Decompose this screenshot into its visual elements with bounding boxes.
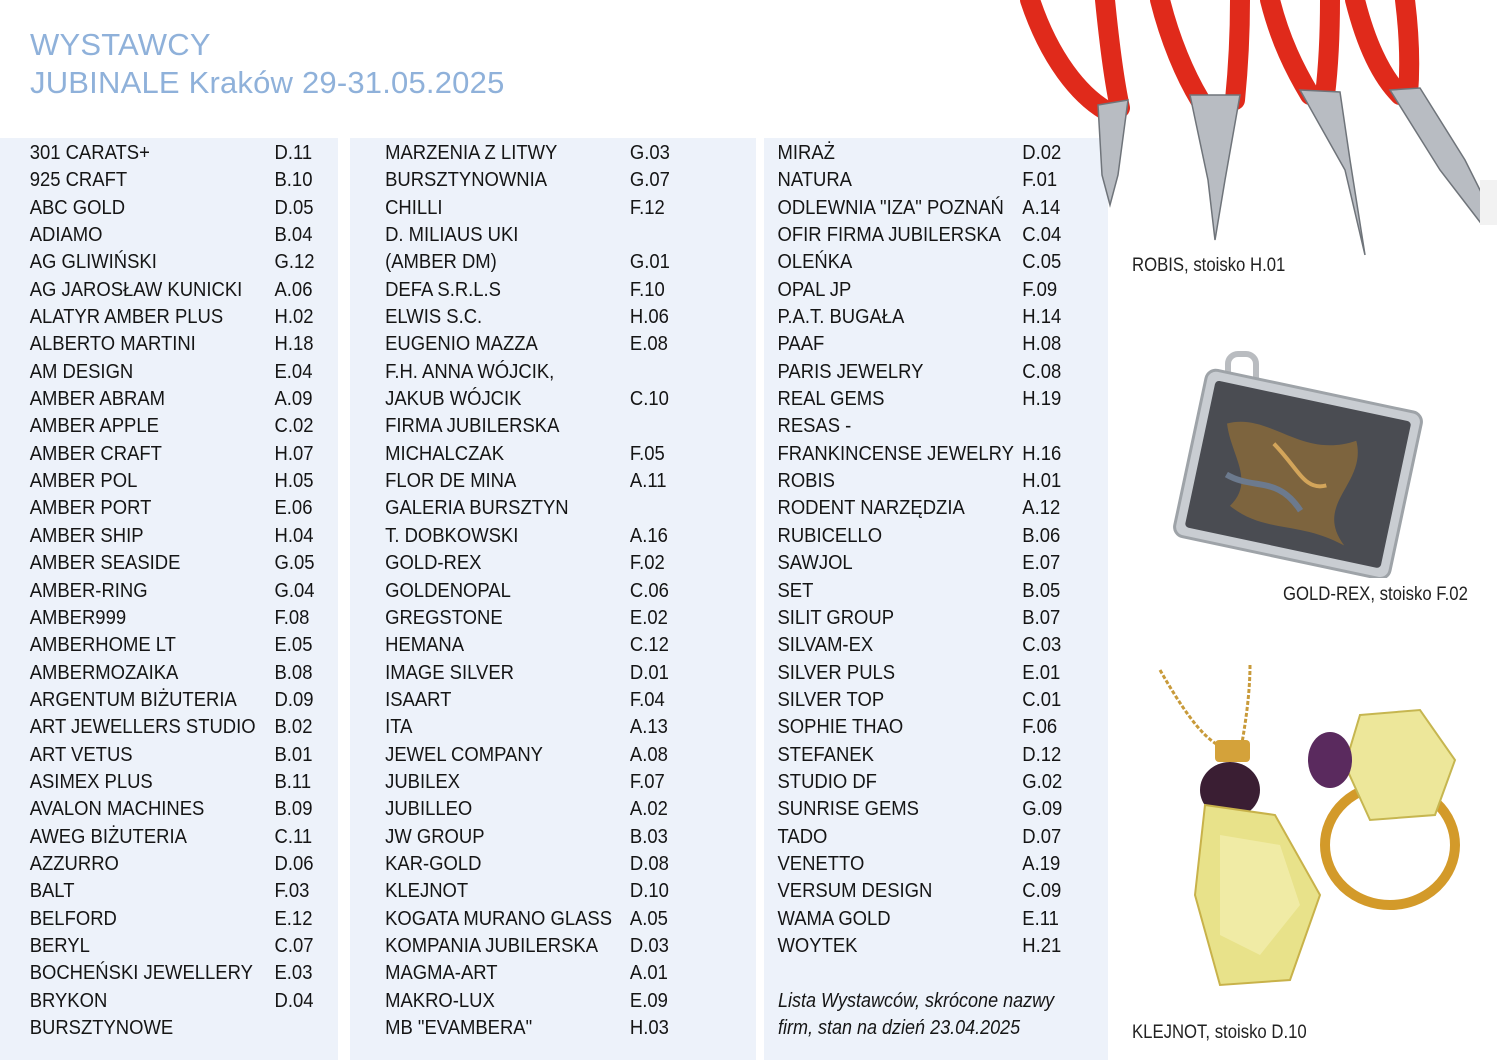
exhibitor-row (764, 876, 1074, 903)
exhibitor-name: SAWJOL (777, 551, 853, 575)
exhibitor-name: AG GLIWIŃSKI (29, 250, 157, 274)
exhibitor-name: BALT (29, 879, 75, 903)
exhibitor-row (0, 685, 314, 712)
exhibitor-name: SILIT GROUP (777, 605, 895, 629)
stand-number: A.16 (629, 523, 668, 547)
stand-number: A.14 (1022, 195, 1061, 219)
exhibitor-name: SOPHIE THAO (777, 715, 904, 739)
exhibitor-name: ART VETUS (29, 742, 133, 766)
exhibitor-row (0, 986, 314, 1013)
exhibitor-row (350, 658, 715, 685)
exhibitor-name: 925 CRAFT (29, 168, 128, 192)
title-line-1: WYSTAWCY (30, 27, 211, 62)
exhibitor-name: MB "EVAMBERA" (385, 1016, 533, 1039)
stand-number: E.07 (1022, 551, 1061, 575)
exhibitor-name: ISAART (385, 687, 452, 711)
exhibitor-row (0, 275, 313, 302)
exhibitor-name: BRYKON (29, 988, 108, 1012)
exhibitor-name: PAAF (777, 332, 825, 356)
exhibitor-name: MIRAŻ (777, 141, 835, 164)
exhibitor-name: JW GROUP (385, 824, 485, 848)
stand-number: D.03 (629, 933, 669, 957)
exhibitor-name: ITA (385, 715, 413, 739)
stand-number: C.11 (274, 824, 313, 848)
stand-number: D.02 (1022, 141, 1062, 164)
pliers-caption: ROBIS, stoisko H.01 (1132, 255, 1286, 276)
stand-number: H.16 (1022, 441, 1062, 465)
exhibitor-name: DEFA S.R.L.S (385, 277, 501, 301)
stand-number: B.08 (274, 660, 313, 684)
exhibitor-name: AG JAROSŁAW KUNICKI (29, 277, 243, 301)
exhibitor-row (350, 876, 715, 903)
exhibitor-name: AMBER SEASIDE (29, 551, 181, 575)
exhibitor-name: AMBERMOZAIKA (29, 660, 179, 684)
stand-number: B.10 (274, 168, 313, 192)
exhibitor-row (764, 521, 1074, 548)
stand-number: H.02 (274, 305, 314, 329)
pendant-caption: GOLD-REX, stoisko F.02 (1283, 584, 1468, 605)
exhibitor-row (764, 357, 1074, 384)
jewelry-caption: KLEJNOT, stoisko D.10 (1132, 1022, 1307, 1043)
exhibitor-row (764, 712, 1074, 739)
exhibitor-row (0, 521, 314, 548)
exhibitor-row (350, 411, 715, 438)
exhibitor-name: ROBIS (777, 469, 835, 493)
stand-number: B.05 (1022, 578, 1061, 602)
exhibitor-row (0, 548, 315, 575)
stand-number: B.09 (274, 797, 313, 821)
stand-number: B.07 (1022, 605, 1061, 629)
exhibitor-name: IMAGE SILVER (385, 660, 514, 684)
exhibitor-row (0, 576, 315, 603)
stand-number: C.10 (629, 387, 669, 411)
exhibitor-row (350, 794, 715, 821)
stand-number: D.04 (274, 988, 314, 1012)
exhibitor-name: STEFANEK (777, 742, 874, 766)
stand-number: D.10 (629, 879, 669, 903)
stand-number: E.11 (1022, 906, 1059, 930)
exhibitor-row (0, 247, 315, 274)
exhibitor-name: AMBER999 (29, 605, 127, 629)
exhibitor-name: AMBER APPLE (29, 414, 159, 438)
stand-number: C.01 (1022, 687, 1062, 711)
exhibitor-row (350, 302, 715, 329)
exhibitor-name: AMBER PORT (29, 496, 152, 520)
exhibitor-name: FIRMA JUBILERSKA (385, 414, 560, 438)
stand-number: F.02 (629, 551, 665, 575)
exhibitor-name: AMBER SHIP (29, 523, 144, 547)
exhibitor-name: JUBILEX (385, 769, 460, 793)
exhibitor-name: TADO (777, 824, 828, 848)
exhibitor-name: GALERIA BURSZTYN (385, 496, 569, 520)
exhibitor-name: SILVAM-EX (777, 633, 874, 657)
stand-number: E.12 (274, 906, 313, 930)
exhibitor-name: AWEG BIŻUTERIA (29, 824, 187, 848)
stand-number: D.05 (274, 195, 314, 219)
stand-number: D.11 (274, 141, 313, 164)
exhibitor-name: ARGENTUM BIŻUTERIA (29, 687, 237, 711)
stand-number: F.10 (629, 277, 665, 301)
exhibitor-name: JAKUB WÓJCIK (385, 387, 522, 411)
stand-number: H.08 (1022, 332, 1062, 356)
stand-number: H.21 (1022, 933, 1062, 957)
stand-number: E.05 (274, 633, 313, 657)
pendant-photo (1155, 348, 1425, 578)
stand-number: E.09 (629, 988, 668, 1012)
stand-number: B.04 (274, 223, 313, 247)
exhibitor-row (0, 302, 314, 329)
exhibitor-row (764, 439, 1074, 466)
exhibitor-row (0, 603, 310, 630)
exhibitor-name: AM DESIGN (29, 359, 134, 383)
exhibitor-name: BURSZTYNOWE (29, 1016, 174, 1039)
exhibitor-name: BURSZTYNOWNIA (385, 168, 548, 192)
exhibitor-name: BERYL (29, 933, 90, 957)
stand-number: D.06 (274, 851, 314, 875)
exhibitor-name: RODENT NARZĘDZIA (777, 496, 965, 520)
stand-number: A.12 (1022, 496, 1061, 520)
exhibitor-row (350, 849, 715, 876)
exhibitor-row (350, 493, 715, 520)
exhibitor-name: D. MILIAUS UKI (385, 223, 519, 247)
stand-number: B.06 (1022, 523, 1061, 547)
stand-number: E.08 (629, 332, 668, 356)
exhibitor-row (350, 630, 715, 657)
exhibitor-row (764, 931, 1074, 958)
stand-number: B.11 (274, 769, 312, 793)
exhibitor-row (0, 439, 314, 466)
stand-number: A.11 (629, 469, 667, 493)
stand-number: D.01 (629, 660, 669, 684)
exhibitor-name: KAR-GOLD (385, 851, 482, 875)
exhibitor-name: P.A.T. BUGAŁA (777, 305, 905, 329)
exhibitor-row (350, 439, 715, 466)
stand-number: F.06 (1022, 715, 1058, 739)
exhibitor-row (0, 712, 313, 739)
exhibitor-row (0, 630, 313, 657)
exhibitor-name: AMBER CRAFT (29, 441, 162, 465)
exhibitor-row (0, 849, 314, 876)
exhibitor-row (764, 302, 1074, 329)
exhibitor-row (764, 548, 1074, 575)
exhibitor-row (350, 822, 715, 849)
stand-number: A.06 (274, 277, 313, 301)
exhibitor-row (350, 384, 715, 411)
stand-number: H.18 (274, 332, 314, 356)
exhibitor-column-2 (350, 138, 756, 1060)
exhibitor-row (350, 329, 715, 356)
exhibitor-row (764, 603, 1074, 630)
exhibitor-name: PARIS JEWELRY (777, 359, 924, 383)
exhibitor-name: ART JEWELLERS STUDIO (29, 715, 256, 739)
exhibitor-row (0, 193, 314, 220)
exhibitor-row (0, 958, 313, 985)
stand-number: H.04 (274, 523, 314, 547)
stand-number: F.09 (1022, 277, 1058, 301)
stand-number: F.12 (629, 195, 665, 219)
exhibitor-row (350, 603, 715, 630)
exhibitor-row (764, 384, 1074, 411)
stand-number: D.07 (1022, 824, 1062, 848)
exhibitor-row (350, 986, 715, 1013)
stand-number: E.04 (274, 359, 313, 383)
exhibitor-name: ALATYR AMBER PLUS (29, 305, 224, 329)
stand-number: C.06 (629, 578, 669, 602)
stand-number: C.09 (1022, 879, 1062, 903)
exhibitor-row (764, 767, 1074, 794)
exhibitor-name: HEMANA (385, 633, 465, 657)
stand-number: A.19 (1022, 851, 1061, 875)
stand-number: D.09 (274, 687, 314, 711)
exhibitor-row (350, 220, 715, 247)
exhibitor-row (0, 220, 313, 247)
exhibitor-row (0, 822, 313, 849)
exhibitor-row (0, 931, 314, 958)
stand-number: C.04 (1022, 223, 1062, 247)
stand-number: C.08 (1022, 359, 1062, 383)
pliers-photo (1010, 0, 1497, 275)
exhibitor-row (0, 658, 313, 685)
stand-number: A.02 (629, 797, 668, 821)
stand-number: H.01 (1022, 469, 1062, 493)
stand-number: C.03 (1022, 633, 1062, 657)
exhibitor-row (764, 466, 1074, 493)
exhibitor-name: JEWEL COMPANY (385, 742, 543, 766)
exhibitor-name: SILVER TOP (777, 687, 885, 711)
exhibitor-name: JUBILLEO (385, 797, 473, 821)
exhibitor-name: GOLD-REX (385, 551, 482, 575)
exhibitor-name: AMBER POL (29, 469, 138, 493)
stand-number: E.02 (629, 605, 668, 629)
exhibitor-name: VENETTO (777, 851, 865, 875)
exhibitor-row (350, 466, 715, 493)
stand-number: C.07 (274, 933, 314, 957)
exhibitor-row (764, 275, 1074, 302)
exhibitor-name: AMBER-RING (29, 578, 148, 602)
exhibitor-row (0, 384, 313, 411)
stand-number: G.12 (274, 250, 315, 274)
exhibitor-name: KLEJNOT (385, 879, 469, 903)
exhibitor-row (350, 247, 715, 274)
exhibitor-row (0, 165, 313, 192)
stand-number: A.09 (274, 387, 313, 411)
exhibitor-column-3 (764, 138, 1108, 1060)
exhibitor-name: AMBERHOME LT (29, 633, 176, 657)
exhibitor-name: ASIMEX PLUS (29, 769, 153, 793)
exhibitor-name: RUBICELLO (777, 523, 883, 547)
stand-number: B.03 (629, 824, 668, 848)
stand-number: A.05 (629, 906, 668, 930)
exhibitor-row (350, 548, 715, 575)
stand-number: G.02 (1022, 769, 1063, 793)
exhibitor-name: AZZURRO (29, 851, 119, 875)
stand-number: H.05 (274, 469, 314, 493)
stand-number: F.04 (629, 687, 665, 711)
stand-number: C.12 (629, 633, 669, 657)
page-title (30, 26, 505, 102)
exhibitor-name: FRANKINCENSE JEWELRY (777, 441, 1014, 465)
exhibitor-name: OLEŃKA (777, 250, 853, 274)
exhibitor-row (0, 794, 313, 821)
stand-number: F.07 (629, 769, 665, 793)
stand-number: D.12 (1022, 742, 1062, 766)
exhibitor-row (0, 493, 313, 520)
exhibitor-row (764, 658, 1074, 685)
exhibitor-row (350, 685, 715, 712)
exhibitor-name: ABC GOLD (29, 195, 126, 219)
exhibitor-name: MARZENIA Z LITWY (385, 141, 558, 164)
exhibitor-row (350, 193, 715, 220)
stand-number: G.05 (274, 551, 315, 575)
exhibitor-row (764, 822, 1074, 849)
exhibitor-name: WAMA GOLD (777, 906, 891, 930)
stand-number: C.02 (274, 414, 314, 438)
exhibitor-row (350, 767, 715, 794)
exhibitor-row (0, 466, 314, 493)
exhibitor-name: SUNRISE GEMS (777, 797, 919, 821)
stand-number: H.06 (629, 305, 669, 329)
stand-number: E.03 (274, 961, 313, 985)
exhibitor-row (350, 357, 715, 384)
exhibitor-name: MICHALCZAK (385, 441, 505, 465)
exhibitor-name: ELWIS S.C. (385, 305, 483, 329)
stand-number: B.02 (274, 715, 313, 739)
stand-number: E.06 (274, 496, 313, 520)
exhibitor-name: FLOR DE MINA (385, 469, 517, 493)
exhibitor-row (350, 740, 715, 767)
exhibitor-name: MAGMA-ART (385, 961, 498, 985)
exhibitor-name: VERSUM DESIGN (777, 879, 933, 903)
exhibitor-row (0, 904, 313, 931)
stand-number: F.05 (629, 441, 665, 465)
exhibitor-name: ODLEWNIA "IZA" POZNAŃ (777, 195, 1004, 219)
exhibitor-row (350, 275, 715, 302)
exhibitor-name: ADIAMO (29, 223, 103, 247)
exhibitor-row (0, 329, 314, 356)
exhibitor-name: KOMPANIA JUBILERSKA (385, 933, 599, 957)
stand-number: A.13 (629, 715, 668, 739)
exhibitor-name: T. DOBKOWSKI (385, 523, 519, 547)
exhibitor-row (764, 576, 1074, 603)
exhibitor-name: SET (777, 578, 814, 602)
exhibitor-row (764, 685, 1074, 712)
exhibitor-row (0, 357, 313, 384)
exhibitor-row (0, 740, 313, 767)
stand-number: G.07 (629, 168, 670, 192)
exhibitor-row (350, 138, 715, 165)
stand-number: G.04 (274, 578, 315, 602)
exhibitor-name: REAL GEMS (777, 387, 885, 411)
exhibitor-name: OPAL JP (777, 277, 852, 301)
exhibitor-row (0, 411, 314, 438)
exhibitor-row (764, 794, 1074, 821)
exhibitor-row (0, 876, 310, 903)
exhibitor-name: F.H. ANNA WÓJCIK, (385, 359, 555, 383)
exhibitor-row (764, 329, 1074, 356)
exhibitor-row (0, 138, 313, 165)
exhibitor-name: WOYTEK (777, 933, 858, 957)
exhibitor-name: CHILLI (385, 195, 443, 219)
exhibitor-name: AMBER ABRAM (29, 387, 166, 411)
stand-number: G.01 (629, 250, 670, 274)
stand-number: F.08 (274, 605, 310, 629)
exhibitor-row (350, 931, 715, 958)
stand-number: E.01 (1022, 660, 1061, 684)
exhibitor-row (350, 904, 715, 931)
exhibitor-row (350, 165, 715, 192)
exhibitor-row (764, 904, 1074, 931)
list-note: Lista Wystawców, skrócone nazwy firm, stan na dzień 23.04.2025 (778, 990, 1055, 1039)
exhibitor-name: KOGATA MURANO GLASS (385, 906, 613, 930)
exhibitor-name: (AMBER DM) (385, 250, 497, 274)
jewelry-photo (1150, 665, 1470, 995)
stand-number: H.03 (629, 1016, 669, 1039)
exhibitor-name: MAKRO-LUX (385, 988, 495, 1012)
exhibitor-row (764, 630, 1074, 657)
exhibitor-row (764, 411, 1074, 438)
exhibitor-name: RESAS - (777, 414, 852, 438)
exhibitor-name: BELFORD (29, 906, 117, 930)
exhibitor-name: NATURA (777, 168, 852, 192)
stand-number: F.03 (274, 879, 310, 903)
exhibitor-row (350, 521, 715, 548)
stand-number: H.14 (1022, 305, 1062, 329)
stand-number: F.01 (1022, 168, 1058, 192)
exhibitor-name: 301 CARATS+ (29, 141, 150, 164)
exhibitor-row (350, 958, 715, 985)
stand-number: A.08 (629, 742, 668, 766)
stand-number: H.07 (274, 441, 314, 465)
exhibitor-row (0, 1013, 304, 1040)
stand-number: C.05 (1022, 250, 1062, 274)
exhibitor-row (764, 493, 1074, 520)
exhibitor-name: EUGENIO MAZZA (385, 332, 538, 356)
exhibitor-name: AVALON MACHINES (29, 797, 205, 821)
exhibitor-name: GREGSTONE (385, 605, 503, 629)
exhibitor-row (764, 849, 1074, 876)
exhibitor-name: BOCHEŃSKI JEWELLERY (29, 961, 253, 985)
exhibitor-name: GOLDENOPAL (385, 578, 511, 602)
exhibitor-column-1 (0, 138, 338, 1060)
stand-number: A.01 (629, 961, 668, 985)
stand-number: B.01 (274, 742, 313, 766)
exhibitor-name: ALBERTO MARTINI (29, 332, 196, 356)
stand-number: G.09 (1022, 797, 1063, 821)
exhibitor-name: STUDIO DF (777, 769, 877, 793)
exhibitor-name: OFIR FIRMA JUBILERSKA (777, 223, 1001, 247)
stand-number: G.03 (629, 141, 670, 164)
exhibitor-row (350, 1013, 715, 1040)
stand-number: H.19 (1022, 387, 1062, 411)
exhibitor-row (764, 740, 1074, 767)
exhibitor-name: SILVER PULS (777, 660, 896, 684)
title-line-2: JUBINALE Kraków 29-31.05.2025 (30, 65, 505, 100)
stand-number: D.08 (629, 851, 669, 875)
exhibitor-row (350, 712, 715, 739)
exhibitor-row (350, 576, 715, 603)
exhibitor-row (0, 767, 312, 794)
